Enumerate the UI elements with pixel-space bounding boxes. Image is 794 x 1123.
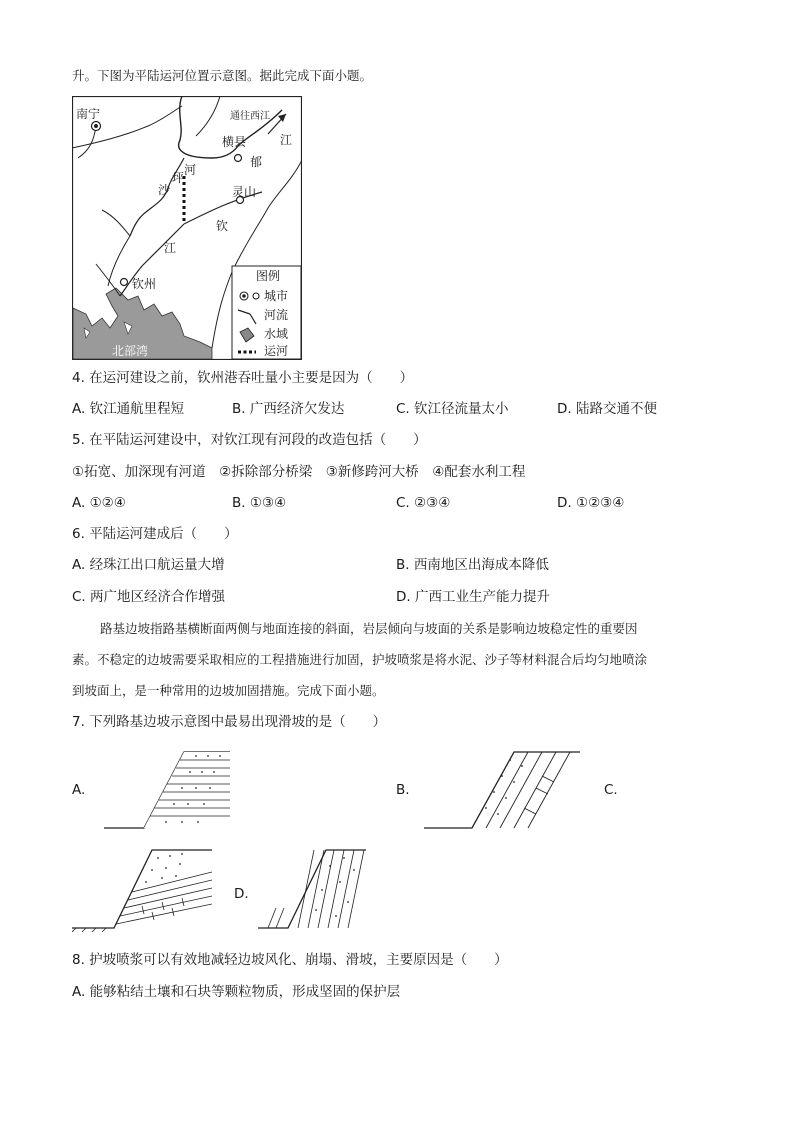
q5-option-d[interactable]: D. ①②③④: [557, 495, 625, 511]
legend-city-label: 城市: [264, 289, 289, 303]
qinzhou-city-icon: [121, 279, 128, 286]
q7-stem: 7. 下列路基边坡示意图中最易出现滑坡的是（ ）: [72, 714, 387, 730]
legend-title: 图例: [256, 269, 281, 283]
q5-items: ①拓宽、加深现有河道 ②拆除部分桥梁 ③新修跨河大桥 ④配套水利工程: [72, 464, 526, 480]
label-sha: 沙: [158, 183, 171, 197]
q6-stem: 6. 平陆运河建成后（ ）: [72, 526, 238, 542]
passage-line-3: 到坡面上，是一种常用的边坡加固措施。完成下面小题。: [72, 683, 385, 698]
legend-canal-label: 运河: [264, 344, 289, 358]
slope-diagram-a[interactable]: [104, 748, 230, 832]
label-nanning: 南宁: [76, 107, 101, 121]
q4-option-a[interactable]: A. 钦江通航里程短: [72, 401, 185, 417]
label-lingshan: 灵山: [232, 185, 257, 199]
q5-option-b[interactable]: B. ①③④: [232, 495, 287, 511]
q7-option-a-label[interactable]: A.: [72, 782, 86, 798]
label-beibu-gulf: 北部湾: [112, 344, 149, 358]
q6-option-c[interactable]: C. 两广地区经济合作增强: [72, 589, 226, 605]
label-yu: 郁: [250, 155, 263, 169]
slope-diagram-c[interactable]: [72, 846, 212, 932]
label-qin: 钦: [216, 219, 229, 233]
q5-option-a[interactable]: A. ①②④: [72, 495, 126, 511]
label-qinzhou: 钦州: [132, 277, 157, 291]
label-jiang-left: 江: [164, 241, 177, 255]
legend-water-label: 水域: [264, 327, 289, 341]
slope-diagram-d[interactable]: [258, 846, 366, 932]
passage-line-2: 素。不稳定的边坡需要采取相应的工程措施进行加固，护坡喷浆是将水泥、沙子等材料混合后均匀地喷涂: [72, 652, 648, 667]
q4-option-d[interactable]: D. 陆路交通不便: [557, 401, 657, 417]
legend-river-label: 河流: [264, 308, 289, 322]
label-ping: 坪: [172, 171, 185, 185]
label-hengxian: 横县: [222, 135, 247, 149]
q5-stem: 5. 在平陆运河建设中，对钦江现有河段的改造包括（ ）: [72, 432, 427, 448]
q6-option-b[interactable]: B. 西南地区出海成本降低: [396, 557, 549, 573]
passage-line-1: 路基边坡指路基横断面两侧与地面连接的斜面，岩层倾向与坡面的关系是影响边坡稳定性的重要因: [100, 621, 638, 636]
hengxian-city-icon: [235, 155, 242, 162]
q7-option-b-label[interactable]: B.: [396, 782, 410, 798]
q4-option-b[interactable]: B. 广西经济欠发达: [232, 401, 345, 417]
intro-line: 升。下图为平陆运河位置示意图。据此完成下面小题。: [72, 68, 373, 83]
slope-diagram-b[interactable]: [424, 748, 580, 832]
canal-location-map: [72, 96, 302, 360]
q8-stem: 8. 护坡喷浆可以有效地减轻边坡风化、崩塌、滑坡，主要原因是（ ）: [72, 952, 508, 968]
label-jiang-right: 江: [280, 133, 293, 147]
label-to-xijiang: 通往西江: [230, 111, 270, 122]
q5-option-c[interactable]: C. ②③④: [396, 495, 451, 511]
q7-option-c-label[interactable]: C.: [604, 782, 618, 798]
q6-option-a[interactable]: A. 经珠江出口航运量大增: [72, 557, 225, 573]
q6-option-d[interactable]: D. 广西工业生产能力提升: [396, 589, 550, 605]
label-he: 河: [184, 163, 197, 177]
q7-option-d-label[interactable]: D.: [234, 886, 249, 902]
q4-stem: 4. 在运河建设之前，钦州港吞吐量小主要是因为（ ）: [72, 370, 414, 386]
q4-option-c[interactable]: C. 钦江径流量太小: [396, 401, 509, 417]
q8-option-a[interactable]: A. 能够粘结土壤和石块等颗粒物质，形成坚固的保护层: [72, 984, 401, 1000]
